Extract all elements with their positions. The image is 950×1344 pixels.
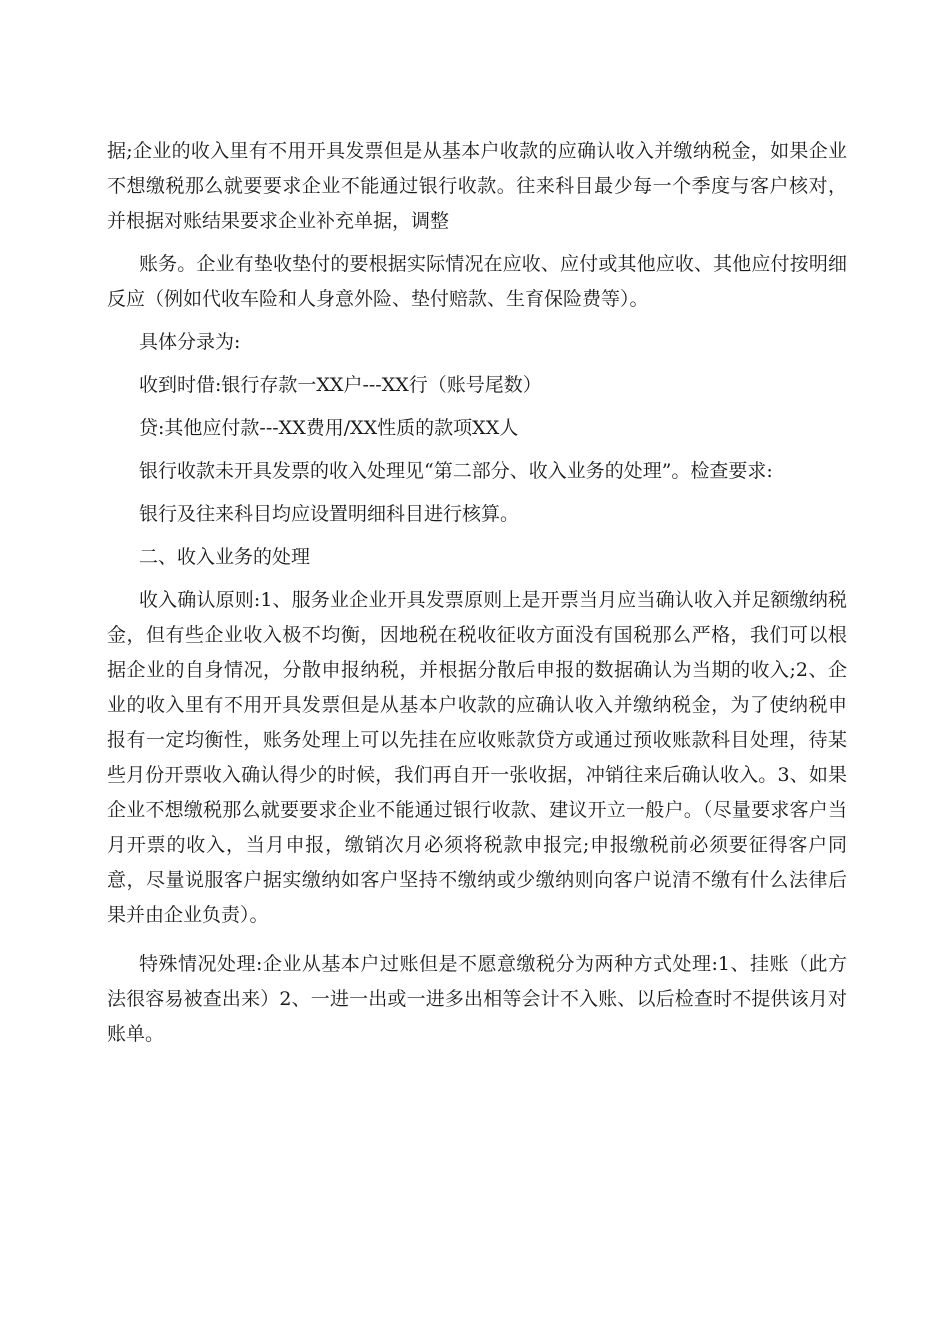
section-heading-income: 二、收入业务的处理 [139, 546, 311, 568]
paragraph-special-cases: 特殊情况处理:企业从基本户过账但是不愿意缴税分为两种方式处理:1、挂账（此方法很容易被查出来）2、一进一出或一进多出相等会计不入账、以后检查时不提供该月对账单。 [107, 953, 847, 1045]
paragraph-accounts: 账务。企业有垫收垫付的要根据实际情况在应收、应付或其他应收、其他应付按明细反应（例如代收车险和人身意外险、垫付赔款、生育保险费等）。 [107, 253, 847, 310]
paragraph-income-principles: 收入确认原则:1、服务业企业开具发票原则上是开票当月应当确认收入并足额缴纳税金，但有些企业收入极不均衡，因地税在税收征收方面没有国税那么严格，我们可以根据企业的自身情况，分散申报纳税，并根据分散后申报的数据确认为当期的收入;2、企业的收入里有不用开具发票但是从基本户收款的应确认收入并缴纳税金，为了使纳税申报有一定均衡性，账务处理上可以先挂在应收账款贷方或通过预收账款科目处理，待某些月份开票收入确认得少的时候，我们再自开一张收据，冲销往来后确认收入。3、如果企业不想缴税那么就要要求企业不能通过银行收款、建议开立一般户。（尽量要求客户当月开票的收入，当月申报，缴销次月必须将税款申报完;申报缴税前必须要征得客户同意，尽量说服客户据实缴纳如客户坚持不缴纳或少缴纳则向客户说清不缴有什么法律后果并由企业负责）。 [107, 589, 847, 926]
paragraph-entry-heading: 具体分录为: [139, 331, 241, 353]
document-body [107, 134, 847, 1060]
paragraph-continuation: 据;企业的收入里有不用开具发票但是从基本户收款的应确认收入并缴纳税金，如果企业不想缴税那么就要要求企业不能通过银行收款。往来科目最少每一个季度与客户核对，并根据对账结果要求企业补充单据，调整 [107, 140, 847, 232]
paragraph-credit-entry: 贷:其他应付款---XX费用/XX性质的款项XX人 [139, 417, 519, 439]
paragraph-check-requirement: 银行及往来科目均应设置明细科目进行核算。 [139, 503, 520, 525]
paragraph-reference: 银行收款未开具发票的收入处理见“第二部分、收入业务的处理”。检查要求: [139, 460, 773, 482]
paragraph-debit-entry: 收到时借:银行存款一XX户---XX行（账号尾数） [139, 374, 542, 396]
